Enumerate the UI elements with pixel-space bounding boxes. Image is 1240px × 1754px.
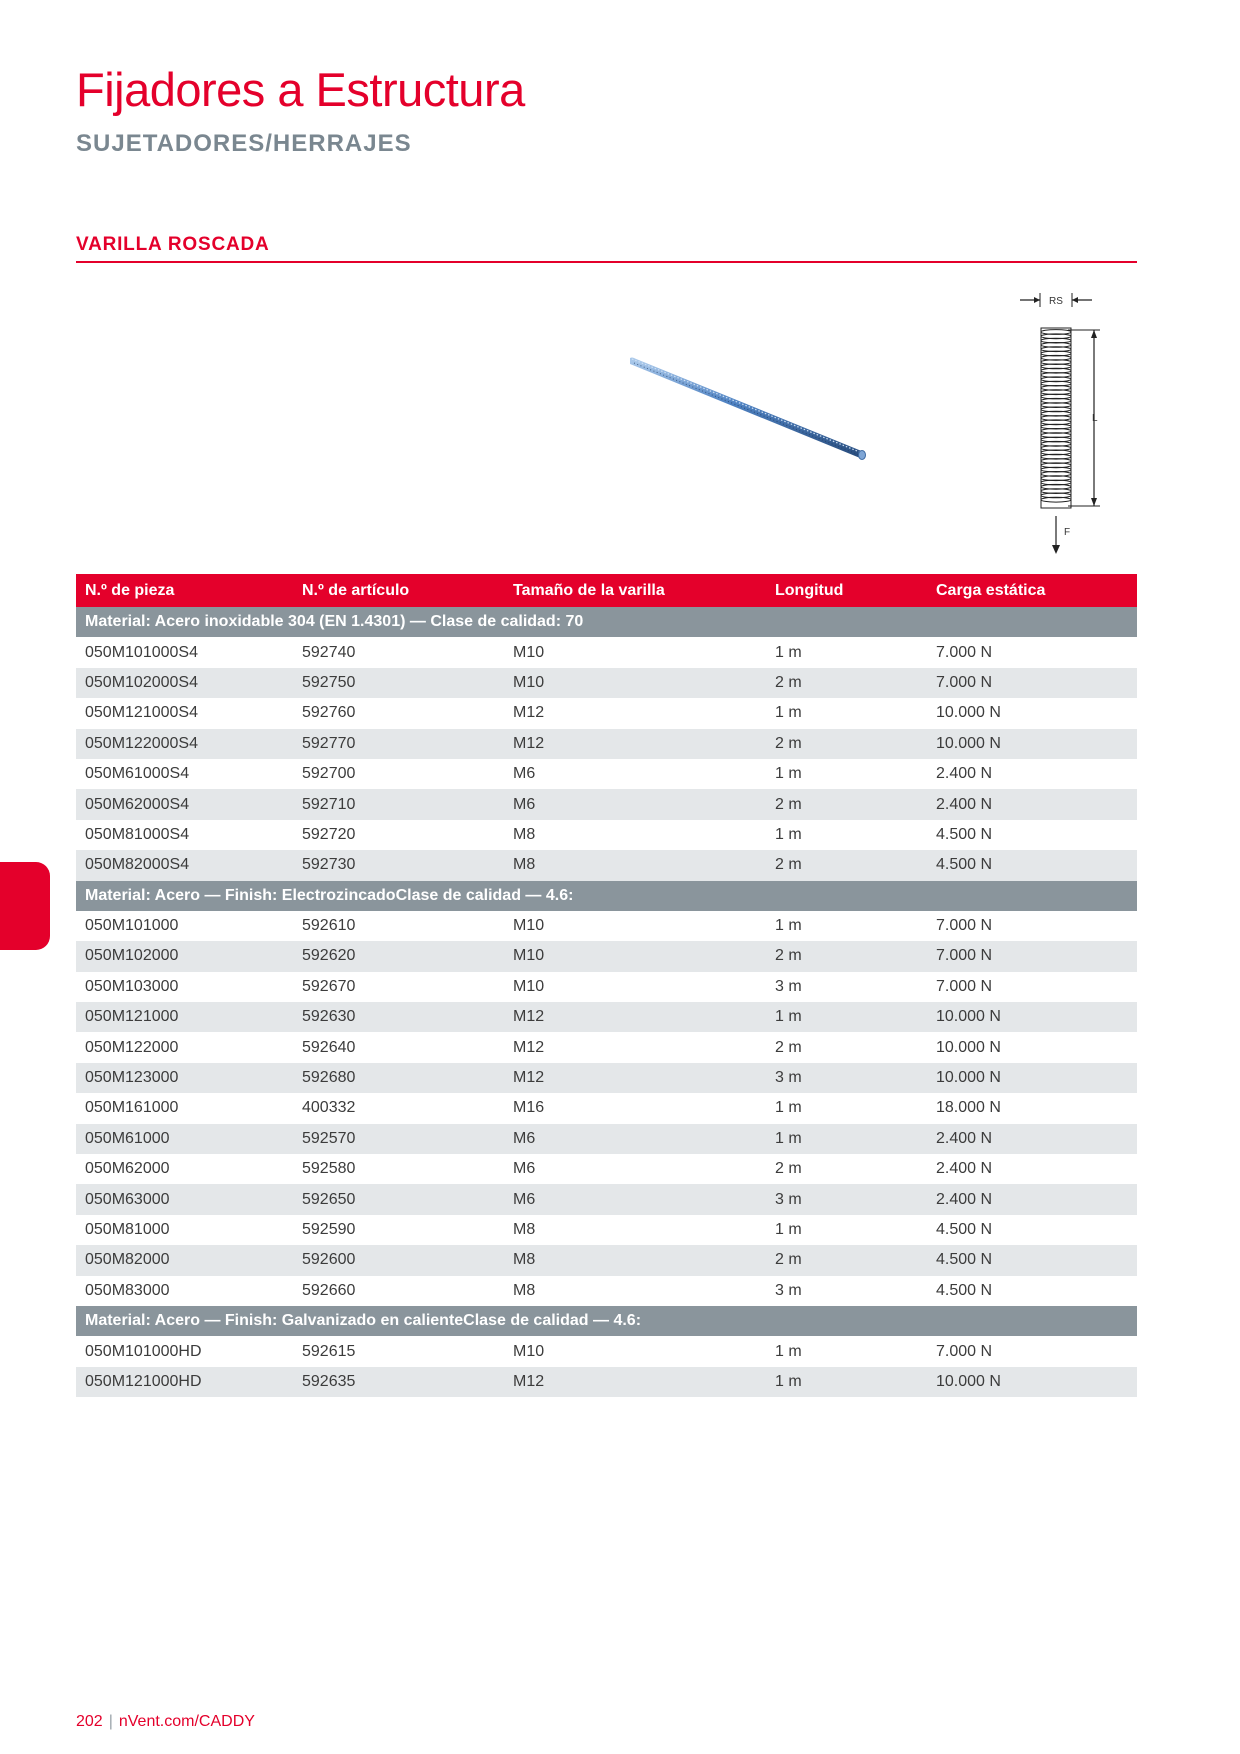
cell-length: 2 m [766,941,927,971]
cell-static-load: 4.500 N [927,1215,1137,1245]
cell-article-number: 592770 [293,729,504,759]
cell-part-number: 050M101000S4 [76,637,293,667]
table-row [76,698,1137,728]
table-row [76,759,1137,789]
cell-rod-size: M12 [504,1063,766,1093]
table-row [76,820,1137,850]
table-row [76,729,1137,759]
cell-part-number: 050M82000S4 [76,850,293,880]
cell-static-load: 4.500 N [927,820,1137,850]
table-row [76,941,1137,971]
cell-article-number: 592610 [293,911,504,941]
group-electrozinc [76,881,1137,1306]
cell-rod-size: M6 [504,1124,766,1154]
cell-part-number: 050M102000 [76,941,293,971]
cell-part-number: 050M103000 [76,972,293,1002]
cell-part-number: 050M122000 [76,1032,293,1062]
cell-length: 2 m [766,1245,927,1275]
l-label: L [1092,413,1098,424]
section-title: VARILLA ROSCADA [76,234,270,255]
cell-article-number: 592720 [293,820,504,850]
cell-rod-size: M10 [504,668,766,698]
cell-static-load: 7.000 N [927,972,1137,1002]
cell-article-number: 592620 [293,941,504,971]
table-row [76,1124,1137,1154]
page-footer [76,1713,255,1731]
cell-part-number: 050M61000 [76,1124,293,1154]
cell-article-number: 400332 [293,1093,504,1123]
cell-length: 1 m [766,911,927,941]
footer-site-link[interactable]: nVent.com/CADDY [118,1713,255,1730]
cell-static-load: 2.400 N [927,1184,1137,1214]
table-row [76,1367,1137,1397]
col-header-article-number: N.º de artículo [293,574,504,607]
cell-static-load: 7.000 N [927,668,1137,698]
cell-article-number: 592650 [293,1184,504,1214]
cell-static-load: 7.000 N [927,911,1137,941]
cell-length: 3 m [766,972,927,1002]
col-header-length: Longitud [766,574,927,607]
cell-static-load: 10.000 N [927,1367,1137,1397]
cell-article-number: 592640 [293,1032,504,1062]
cell-length: 1 m [766,1002,927,1032]
cell-length: 3 m [766,1184,927,1214]
cell-rod-size: M8 [504,1276,766,1306]
cell-length: 1 m [766,759,927,789]
cell-length: 1 m [766,698,927,728]
cell-static-load: 4.500 N [927,1245,1137,1275]
footer-separator: | [108,1713,113,1730]
cell-article-number: 592730 [293,850,504,880]
cell-part-number: 050M81000S4 [76,820,293,850]
cell-length: 2 m [766,729,927,759]
cell-static-load: 2.400 N [927,759,1137,789]
cell-length: 2 m [766,850,927,880]
cell-article-number: 592630 [293,1002,504,1032]
cell-length: 1 m [766,820,927,850]
rod-dimension-drawing [1020,288,1120,558]
section-divider [76,261,1137,263]
cell-article-number: 592635 [293,1367,504,1397]
group-header-row [76,1306,1137,1336]
cell-static-load: 4.500 N [927,1276,1137,1306]
cell-static-load: 4.500 N [927,850,1137,880]
cell-rod-size: M10 [504,941,766,971]
cell-part-number: 050M61000S4 [76,759,293,789]
group-hot-dip [76,1306,1137,1397]
table-row [76,1032,1137,1062]
cell-static-load: 10.000 N [927,698,1137,728]
cell-rod-size: M8 [504,1245,766,1275]
group-label: Material: Acero — Finish: ElectrozincadoClase de calidad — 4.6: [76,881,1137,911]
cell-rod-size: M8 [504,1215,766,1245]
cell-article-number: 592600 [293,1245,504,1275]
col-header-static-load: Carga estática [927,574,1137,607]
cell-rod-size: M10 [504,1336,766,1366]
cell-static-load: 10.000 N [927,1032,1137,1062]
group-stainless [76,607,1137,881]
cell-article-number: 592670 [293,972,504,1002]
table-row [76,911,1137,941]
cell-length: 2 m [766,668,927,698]
cell-article-number: 592680 [293,1063,504,1093]
cell-rod-size: M16 [504,1093,766,1123]
cell-rod-size: M10 [504,911,766,941]
cell-rod-size: M10 [504,637,766,667]
col-header-rod-size: Tamaño de la varilla [504,574,766,607]
cell-length: 1 m [766,1124,927,1154]
cell-length: 2 m [766,1154,927,1184]
page-number: 202 [76,1713,103,1730]
cell-article-number: 592710 [293,789,504,819]
cell-static-load: 7.000 N [927,1336,1137,1366]
cell-part-number: 050M121000 [76,1002,293,1032]
rs-label: RS [1049,296,1063,307]
cell-length: 1 m [766,637,927,667]
table-row [76,789,1137,819]
cell-static-load: 18.000 N [927,1093,1137,1123]
cell-rod-size: M12 [504,729,766,759]
cell-part-number: 050M121000S4 [76,698,293,728]
cell-rod-size: M12 [504,1002,766,1032]
cell-part-number: 050M82000 [76,1245,293,1275]
cell-rod-size: M6 [504,1154,766,1184]
cell-part-number: 050M161000 [76,1093,293,1123]
cell-length: 3 m [766,1276,927,1306]
cell-rod-size: M12 [504,1367,766,1397]
cell-rod-size: M10 [504,972,766,1002]
cell-length: 1 m [766,1336,927,1366]
page-title: Fijadores a Estructura [76,63,525,116]
cell-article-number: 592760 [293,698,504,728]
table-row [76,850,1137,880]
cell-rod-size: M6 [504,759,766,789]
cell-article-number: 592740 [293,637,504,667]
cell-part-number: 050M81000 [76,1215,293,1245]
page-subtitle: SUJETADORES/HERRAJES [76,130,412,157]
cell-length: 1 m [766,1367,927,1397]
cell-article-number: 592590 [293,1215,504,1245]
f-label: F [1064,527,1071,538]
table-row [76,1184,1137,1214]
cell-length: 2 m [766,1032,927,1062]
cell-static-load: 7.000 N [927,941,1137,971]
cell-part-number: 050M62000S4 [76,789,293,819]
table-header-row [76,574,1137,607]
group-header-row [76,881,1137,911]
cell-rod-size: M8 [504,820,766,850]
table-row [76,1336,1137,1366]
table-row [76,1245,1137,1275]
cell-static-load: 2.400 N [927,1124,1137,1154]
table-row [76,1002,1137,1032]
threaded-rod-image [630,355,880,475]
table-row [76,1093,1137,1123]
cell-part-number: 050M122000S4 [76,729,293,759]
cell-rod-size: M12 [504,1032,766,1062]
cell-part-number: 050M83000 [76,1276,293,1306]
product-table [76,574,1137,1397]
cell-static-load: 2.400 N [927,789,1137,819]
cell-length: 1 m [766,1215,927,1245]
cell-part-number: 050M101000HD [76,1336,293,1366]
cell-rod-size: M6 [504,789,766,819]
cell-rod-size: M6 [504,1184,766,1214]
cell-rod-size: M8 [504,850,766,880]
cell-article-number: 592700 [293,759,504,789]
cell-article-number: 592570 [293,1124,504,1154]
chapter-side-tab [0,862,50,950]
cell-article-number: 592750 [293,668,504,698]
group-label: Material: Acero inoxidable 304 (EN 1.4301) — Clase de calidad: 70 [76,607,1137,637]
cell-static-load: 10.000 N [927,1063,1137,1093]
cell-article-number: 592580 [293,1154,504,1184]
cell-article-number: 592615 [293,1336,504,1366]
product-table-container [76,574,1137,1397]
table-row [76,1276,1137,1306]
cell-length: 2 m [766,789,927,819]
table-row [76,637,1137,667]
group-header-row [76,607,1137,637]
group-label: Material: Acero — Finish: Galvanizado en calienteClase de calidad — 4.6: [76,1306,1137,1336]
cell-rod-size: M12 [504,698,766,728]
cell-static-load: 10.000 N [927,729,1137,759]
cell-static-load: 10.000 N [927,1002,1137,1032]
col-header-part-number: N.º de pieza [76,574,293,607]
cell-length: 3 m [766,1063,927,1093]
table-row [76,668,1137,698]
cell-static-load: 7.000 N [927,637,1137,667]
table-row [76,1063,1137,1093]
table-row [76,1154,1137,1184]
cell-length: 1 m [766,1093,927,1123]
cell-static-load: 2.400 N [927,1154,1137,1184]
cell-part-number: 050M102000S4 [76,668,293,698]
table-row [76,1215,1137,1245]
cell-part-number: 050M63000 [76,1184,293,1214]
cell-part-number: 050M101000 [76,911,293,941]
cell-part-number: 050M121000HD [76,1367,293,1397]
table-row [76,972,1137,1002]
cell-article-number: 592660 [293,1276,504,1306]
cell-part-number: 050M123000 [76,1063,293,1093]
cell-part-number: 050M62000 [76,1154,293,1184]
